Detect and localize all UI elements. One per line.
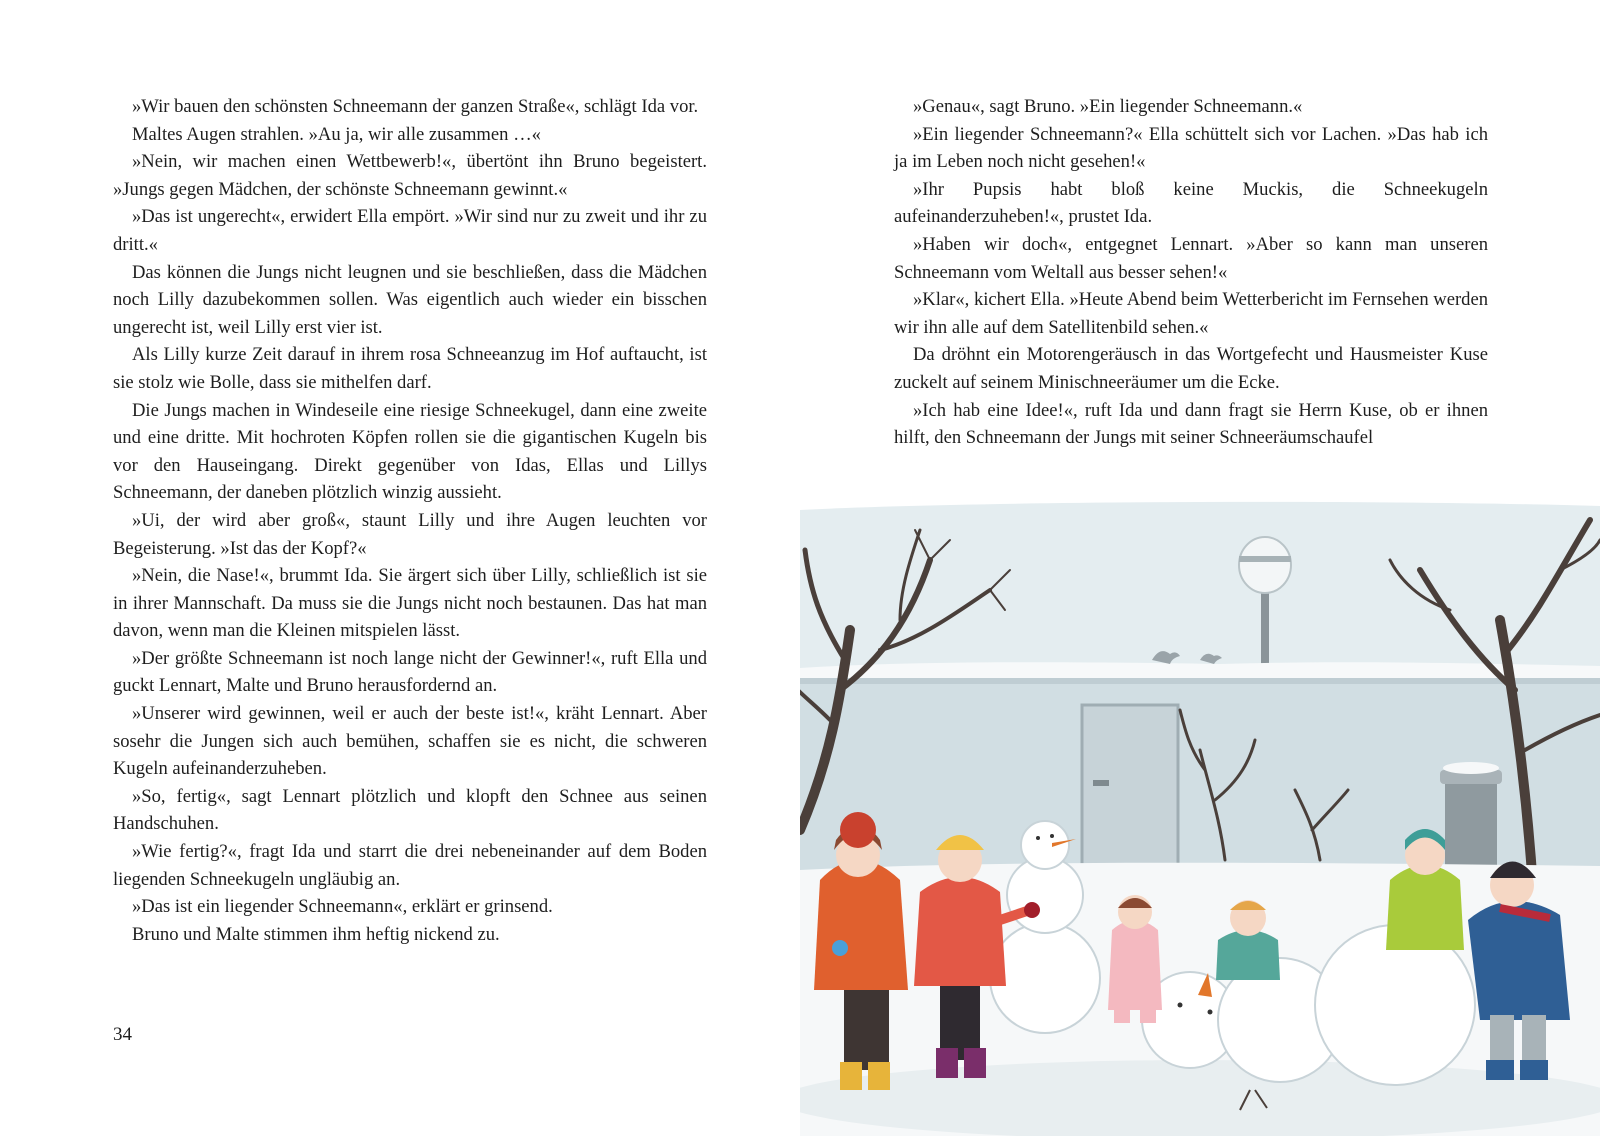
paragraph: »Haben wir doch«, entgegnet Lennart. »Aber so kann man unseren Schneemann vom Weltall aus besser sehen!« — [894, 233, 1488, 283]
paragraph: Das können die Jungs nicht leugnen und sie beschließen, dass die Mädchen noch Lilly dazubekommen sollen. Was eigentlich auch wieder ein bisschen ungerecht ist, weil Lilly erst vier ist. — [113, 261, 707, 338]
paragraph: »Das ist ungerecht«, erwidert Ella empört. »Wir sind nur zu zweit und ihr zu dritt.« — [113, 206, 707, 255]
paragraph: »Ein liegender Schneemann?« Ella schüttelt sich vor Lachen. »Das hab ich ja im Leben noch nicht gesehen!« — [894, 123, 1488, 173]
paragraph: »Nein, die Nase!«, brummt Ida. Sie ärgert sich über Lilly, schließlich ist sie in ihrer Mannschaft. Da muss sie die Jungs nicht noch bestaunen. Das hat man davon, wenn man die Kleinen mitspielen lässt. — [113, 565, 707, 642]
paragraph: »Klar«, kichert Ella. »Heute Abend beim Wetterbericht im Fernsehen werden wir ihn alle auf dem Satellitenbild sehen.« — [894, 289, 1488, 338]
door — [1082, 705, 1178, 875]
paragraph: »Ihr Pupsis habt bloß keine Muckis, die Schneekugeln aufeinanderzuheben!«, prustet Ida. — [894, 178, 1488, 228]
paragraph: Die Jungs machen in Windeseile eine riesige Schneekugel, dann eine zweite und eine dritte. Mit hochroten Köpfen rollen sie die gigantischen Kugeln bis vor den Hauseingang. Direkt gegenüber von Idas, Ellas und Lillys Schneemann, der daneben plötzlich winzig aussieht. — [113, 399, 707, 504]
paragraph: »Genau«, sagt Bruno. »Ein liegender Schneemann.« — [913, 96, 1303, 117]
trash-bin — [1440, 762, 1502, 870]
paragraph: »Ich hab eine Idee!«, ruft Ida und dann fragt sie Herrn Kuse, ob er ihnen hilft, den Schneemann der Jungs mit seiner Schneeräumschaufel — [894, 399, 1488, 449]
paragraph: »Nein, wir machen einen Wettbewerb!«, übertönt ihn Bruno begeistert. »Jungs gegen Mädchen, der schönste Schneemann gewinnt.« — [113, 151, 707, 200]
paragraph: »Wir bauen den schönsten Schneemann der ganzen Straße«, schlägt Ida vor. — [132, 96, 699, 117]
paragraph: »Wie fertig?«, fragt Ida und starrt die drei nebeneinander auf dem Boden liegenden Schneekugeln ungläubig an. — [113, 841, 707, 890]
left-text-column — [113, 93, 707, 948]
paragraph: »Der größte Schneemann ist noch lange nicht der Gewinner!«, ruft Ella und guckt Lennart, Malte und Bruno herausfordernd an. — [113, 647, 707, 697]
paragraph: Als Lilly kurze Zeit darauf in ihrem rosa Schneeanzug im Hof auftaucht, ist sie stolz wie Bolle, dass sie mithelfen darf. — [113, 344, 707, 393]
paragraph: »Das ist ein liegender Schneemann«, erklärt er grinsend. — [132, 896, 553, 918]
paragraph: »So, fertig«, sagt Lennart plötzlich und klopft den Schnee aus seinen Handschuhen. — [113, 785, 707, 835]
paragraph: Bruno und Malte stimmen ihm heftig nickend zu. — [132, 923, 500, 945]
paragraph: Maltes Augen strahlen. »Au ja, wir alle zusammen …« — [132, 123, 541, 145]
paragraph: »Unserer wird gewinnen, weil er auch der beste ist!«, kräht Lennart. Aber sosehr die Jungen sich auch bemühen, schaffen sie es nicht, die schweren Kugeln aufeinanderzuheben. — [113, 703, 707, 780]
right-text-column — [894, 93, 1488, 452]
paragraph: Da dröhnt ein Motorengeräusch in das Wortgefecht und Hausmeister Kuse zuckelt auf seinem Minischneeräumer um die Ecke. — [894, 344, 1488, 393]
snowman-illustration — [800, 500, 1600, 1136]
right-page — [800, 0, 1600, 1136]
page-number: 34 — [113, 1024, 132, 1045]
paragraph: »Ui, der wird aber groß«, staunt Lilly und ihre Augen leuchten vor Begeisterung. »Ist das der Kopf?« — [113, 509, 707, 559]
